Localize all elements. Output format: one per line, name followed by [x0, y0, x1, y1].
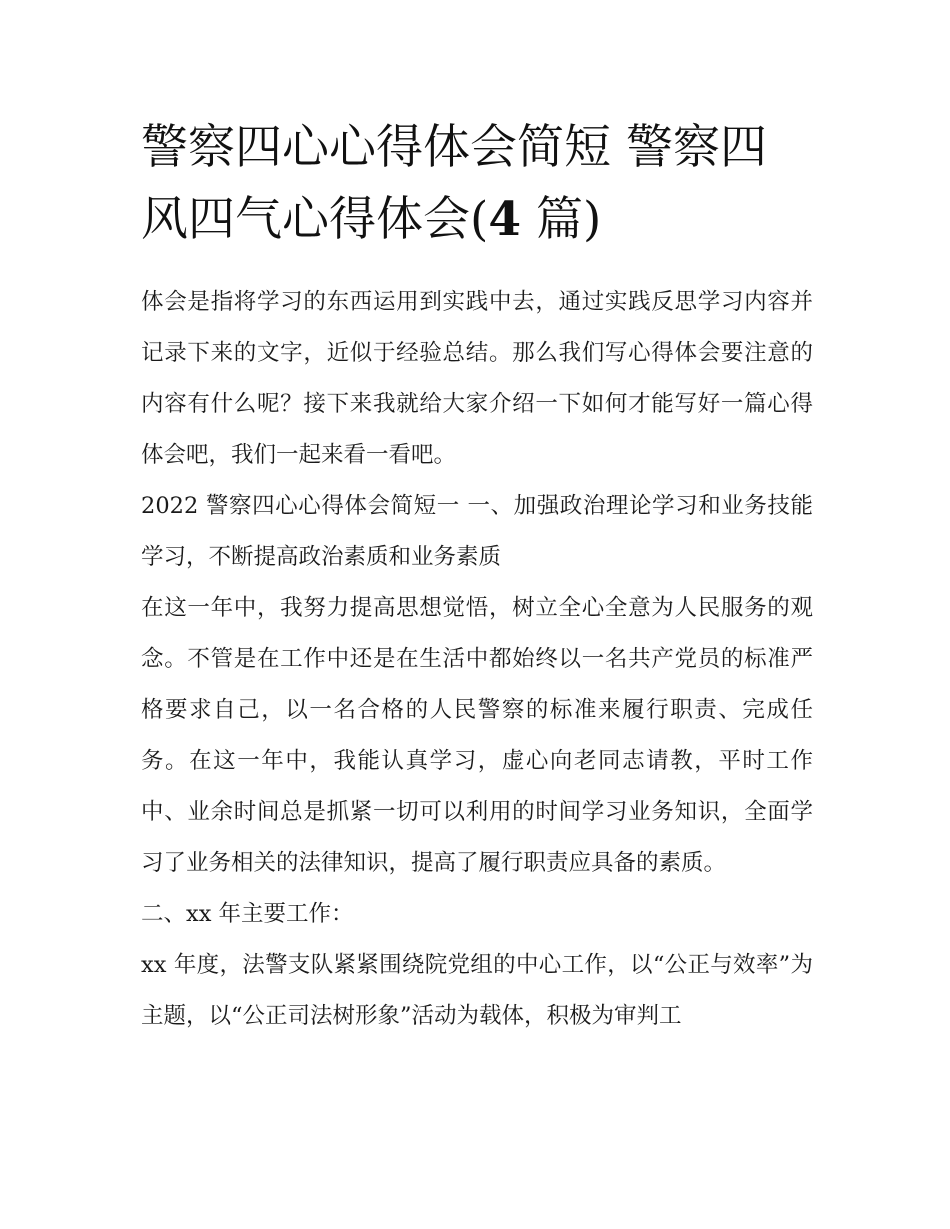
document-title [141, 112, 813, 256]
title-number: 4 [488, 192, 522, 247]
intro-paragraph: 体会是指将学习的东西运用到实践中去，通过实践反思学习内容并记录下来的文字，近似于经验总结。那么我们写心得体会要注意的内容有什么呢？接下来我就给大家介绍一下如何才能写好一篇心得体会吧，我们一起来看一看吧。 [141, 289, 813, 468]
document-body [141, 112, 813, 1042]
section-one-heading: 2022 警察四心心得体会简短一 一、加强政治理论学习和业务技能学习，不断提高政治素质和业务素质 [141, 493, 813, 570]
section-two-heading: 二、xx 年主要工作： [141, 901, 354, 927]
body-paragraph: xx 年度，法警支队紧紧围绕院党组的中心工作，以“公正与效率”为主题，以“公正司法树形象”活动为载体，积极为审判工 [141, 952, 813, 1029]
body-paragraph: 在这一年中，我努力提高思想觉悟，树立全心全意为人民服务的观念。不管是在工作中还是在生活中都始终以一名共产党员的标准严格要求自己，以一名合格的人民警察的标准来履行职责、完成任务。在这一年中，我能认真学习，虚心向老同志请教，平时工作中、业余时间总是抓紧一切可以利用的时间学习业务知识，全面学习了业务相关的法律知识，提高了履行职责应具备的素质。 [141, 595, 813, 876]
title-text-part1: 警察四心心得体会简短 警察四风四气心得体会( [141, 120, 767, 247]
title-text-part2: 篇) [521, 192, 602, 247]
